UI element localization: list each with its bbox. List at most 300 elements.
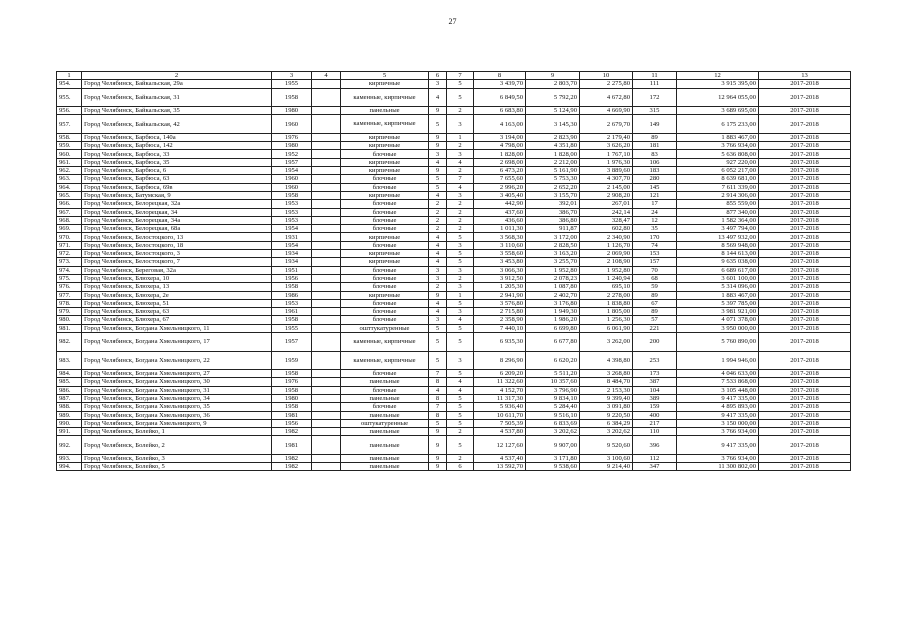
residents: 12 <box>633 216 677 224</box>
total-area: 6 473,20 <box>474 167 526 175</box>
year-built: 1931 <box>272 233 312 241</box>
table-row <box>57 191 851 199</box>
year-built: 1957 <box>272 158 312 166</box>
private-area: 695,10 <box>580 283 633 291</box>
address: Город Челябинск, Байкальская, 42 <box>82 115 272 134</box>
row-number: 980. <box>57 316 82 324</box>
year-renovated <box>312 158 341 166</box>
floors: 9 <box>429 436 447 455</box>
year-renovated <box>312 291 341 299</box>
address: Город Челябинск, Богдана Хмельницкого, 22 <box>82 351 272 370</box>
floors: 4 <box>429 233 447 241</box>
row-number: 967. <box>57 208 82 216</box>
cost: 8 144 613,00 <box>677 250 759 258</box>
wall-material: кирпичные <box>341 291 429 299</box>
column-header: 2 <box>82 72 272 80</box>
address: Город Челябинск, Белостоцкого, 7 <box>82 258 272 266</box>
residents: 217 <box>633 419 677 427</box>
row-number: 970. <box>57 233 82 241</box>
entrances: 3 <box>447 283 474 291</box>
wall-material: панельные <box>341 463 429 471</box>
cost: 5 314 096,00 <box>677 283 759 291</box>
table-row <box>57 225 851 233</box>
column-header: 13 <box>759 72 851 80</box>
floors: 5 <box>429 419 447 427</box>
wall-material: панельные <box>341 428 429 436</box>
floors: 4 <box>429 191 447 199</box>
row-number: 984. <box>57 370 82 378</box>
cost: 3 105 448,00 <box>677 386 759 394</box>
residential-area: 5 161,90 <box>526 167 580 175</box>
row-number: 972. <box>57 250 82 258</box>
floors: 4 <box>429 386 447 394</box>
year-renovated <box>312 394 341 402</box>
table-row <box>57 403 851 411</box>
cost: 9 635 038,00 <box>677 258 759 266</box>
year-built: 1955 <box>272 80 312 88</box>
total-area: 11 322,60 <box>474 378 526 386</box>
period: 2017-2018 <box>759 333 851 352</box>
row-number: 965. <box>57 191 82 199</box>
residential-area: 2 078,23 <box>526 274 580 282</box>
private-area: 3 268,80 <box>580 370 633 378</box>
row-number: 968. <box>57 216 82 224</box>
wall-material: каменные, кирпичные <box>341 351 429 370</box>
entrances: 2 <box>447 225 474 233</box>
address: Город Челябинск, Богдана Хмельницкого, 9 <box>82 419 272 427</box>
period: 2017-2018 <box>759 370 851 378</box>
table-row <box>57 158 851 166</box>
wall-material: блочные <box>341 183 429 191</box>
address: Город Челябинск, Белорецкая, 32а <box>82 200 272 208</box>
row-number: 963. <box>57 175 82 183</box>
column-number-row <box>57 72 851 80</box>
total-area: 13 592,70 <box>474 463 526 471</box>
address: Город Челябинск, Белостоцкого, 3 <box>82 250 272 258</box>
year-built: 1982 <box>272 428 312 436</box>
floors: 3 <box>429 266 447 274</box>
wall-material: блочные <box>341 225 429 233</box>
total-area: 6 209,20 <box>474 370 526 378</box>
period: 2017-2018 <box>759 324 851 332</box>
private-area: 328,47 <box>580 216 633 224</box>
total-area: 3 558,60 <box>474 250 526 258</box>
residents: 68 <box>633 274 677 282</box>
entrances: 5 <box>447 299 474 307</box>
total-area: 4 163,00 <box>474 115 526 134</box>
total-area: 2 715,80 <box>474 308 526 316</box>
residents: 159 <box>633 403 677 411</box>
row-number: 993. <box>57 454 82 462</box>
residential-area: 3 255,70 <box>526 258 580 266</box>
residents: 181 <box>633 142 677 150</box>
period: 2017-2018 <box>759 142 851 150</box>
table-body <box>57 80 851 471</box>
residents: 89 <box>633 291 677 299</box>
residential-area: 10 357,60 <box>526 378 580 386</box>
private-area: 1 952,80 <box>580 266 633 274</box>
year-built: 1954 <box>272 167 312 175</box>
period: 2017-2018 <box>759 351 851 370</box>
residential-area: 3 163,20 <box>526 250 580 258</box>
cost: 4 046 633,00 <box>677 370 759 378</box>
total-area: 3 439,70 <box>474 80 526 88</box>
period: 2017-2018 <box>759 436 851 455</box>
entrances: 4 <box>447 386 474 394</box>
year-built: 1956 <box>272 419 312 427</box>
floors: 3 <box>429 80 447 88</box>
column-header: 5 <box>341 72 429 80</box>
year-built: 1955 <box>272 324 312 332</box>
private-area: 3 100,60 <box>580 454 633 462</box>
year-built: 1958 <box>272 316 312 324</box>
residents: 89 <box>633 308 677 316</box>
period: 2017-2018 <box>759 233 851 241</box>
row-number: 994. <box>57 463 82 471</box>
column-header: 8 <box>474 72 526 80</box>
cost: 4 895 893,00 <box>677 403 759 411</box>
table-row <box>57 167 851 175</box>
year-built: 1959 <box>272 351 312 370</box>
floors: 5 <box>429 333 447 352</box>
year-built: 1953 <box>272 299 312 307</box>
column-header: 12 <box>677 72 759 80</box>
wall-material: блочные <box>341 403 429 411</box>
total-area: 3 576,80 <box>474 299 526 307</box>
year-renovated <box>312 403 341 411</box>
table-row <box>57 80 851 88</box>
residents: 59 <box>633 283 677 291</box>
floors: 8 <box>429 411 447 419</box>
residential-area: 911,87 <box>526 225 580 233</box>
total-area: 4 537,40 <box>474 454 526 462</box>
wall-material: каменные, кирпичные <box>341 115 429 134</box>
year-built: 1957 <box>272 333 312 352</box>
wall-material: панельные <box>341 107 429 115</box>
floors: 5 <box>429 175 447 183</box>
table-row <box>57 428 851 436</box>
residents: 149 <box>633 115 677 134</box>
floors: 2 <box>429 283 447 291</box>
private-area: 6 061,90 <box>580 324 633 332</box>
residents: 200 <box>633 333 677 352</box>
address: Город Челябинск, Богдана Хмельницкого, 17 <box>82 333 272 352</box>
year-renovated <box>312 463 341 471</box>
residents: 280 <box>633 175 677 183</box>
total-area: 442,90 <box>474 200 526 208</box>
row-number: 990. <box>57 419 82 427</box>
row-number: 962. <box>57 167 82 175</box>
period: 2017-2018 <box>759 274 851 282</box>
period: 2017-2018 <box>759 283 851 291</box>
total-area: 4 537,80 <box>474 428 526 436</box>
floors: 4 <box>429 88 447 107</box>
entrances: 1 <box>447 133 474 141</box>
residential-area: 392,01 <box>526 200 580 208</box>
total-area: 7 440,10 <box>474 324 526 332</box>
total-area: 437,60 <box>474 208 526 216</box>
private-area: 2 153,30 <box>580 386 633 394</box>
residential-area: 6 677,80 <box>526 333 580 352</box>
total-area: 3 110,60 <box>474 241 526 249</box>
private-area: 4 307,70 <box>580 175 633 183</box>
year-built: 1951 <box>272 266 312 274</box>
year-renovated <box>312 428 341 436</box>
address: Город Челябинск, Барбюса, 142 <box>82 142 272 150</box>
year-renovated <box>312 191 341 199</box>
row-number: 971. <box>57 241 82 249</box>
private-area: 1 976,30 <box>580 158 633 166</box>
residents: 396 <box>633 436 677 455</box>
year-built: 1934 <box>272 250 312 258</box>
year-built: 1980 <box>272 394 312 402</box>
residents: 172 <box>633 88 677 107</box>
entrances: 6 <box>447 463 474 471</box>
floors: 2 <box>429 225 447 233</box>
entrances: 5 <box>447 233 474 241</box>
total-area: 4 152,70 <box>474 386 526 394</box>
entrances: 5 <box>447 411 474 419</box>
cost: 3 689 695,00 <box>677 107 759 115</box>
wall-material: панельные <box>341 436 429 455</box>
total-area: 2 996,20 <box>474 183 526 191</box>
residents: 24 <box>633 208 677 216</box>
total-area: 11 317,30 <box>474 394 526 402</box>
period: 2017-2018 <box>759 419 851 427</box>
year-renovated <box>312 150 341 158</box>
year-renovated <box>312 316 341 324</box>
wall-material: кирпичные <box>341 80 429 88</box>
entrances: 2 <box>447 454 474 462</box>
entrances: 2 <box>447 107 474 115</box>
period: 2017-2018 <box>759 454 851 462</box>
entrances: 5 <box>447 403 474 411</box>
cost: 3 766 934,00 <box>677 428 759 436</box>
year-built: 1953 <box>272 208 312 216</box>
year-built: 1982 <box>272 454 312 462</box>
year-built: 1952 <box>272 150 312 158</box>
entrances: 3 <box>447 150 474 158</box>
cost: 927 220,00 <box>677 158 759 166</box>
total-area: 3 405,40 <box>474 191 526 199</box>
entrances: 4 <box>447 378 474 386</box>
residential-area: 386,70 <box>526 208 580 216</box>
address: Город Челябинск, Белостоцкого, 13 <box>82 233 272 241</box>
residential-area: 4 351,80 <box>526 142 580 150</box>
floors: 4 <box>429 158 447 166</box>
table-row <box>57 88 851 107</box>
year-renovated <box>312 208 341 216</box>
row-number: 983. <box>57 351 82 370</box>
entrances: 5 <box>447 394 474 402</box>
floors: 4 <box>429 250 447 258</box>
year-built: 1980 <box>272 142 312 150</box>
address: Город Челябинск, Богдана Хмельницкого, 30 <box>82 378 272 386</box>
row-number: 960. <box>57 150 82 158</box>
row-number: 966. <box>57 200 82 208</box>
floors: 4 <box>429 299 447 307</box>
floors: 9 <box>429 291 447 299</box>
residential-area: 5 511,20 <box>526 370 580 378</box>
address: Город Челябинск, Барбюса, 33 <box>82 150 272 158</box>
address: Город Челябинск, Байкальская, 31 <box>82 88 272 107</box>
year-built: 1958 <box>272 191 312 199</box>
wall-material: блочные <box>341 208 429 216</box>
period: 2017-2018 <box>759 394 851 402</box>
residents: 67 <box>633 299 677 307</box>
private-area: 9 520,60 <box>580 436 633 455</box>
column-header: 1 <box>57 72 82 80</box>
total-area: 12 127,60 <box>474 436 526 455</box>
year-renovated <box>312 175 341 183</box>
floors: 5 <box>429 115 447 134</box>
entrances: 4 <box>447 316 474 324</box>
floors: 9 <box>429 133 447 141</box>
cost: 3 150 000,00 <box>677 419 759 427</box>
column-header: 9 <box>526 72 580 80</box>
wall-material: блочные <box>341 200 429 208</box>
table-row <box>57 386 851 394</box>
private-area: 1 767,10 <box>580 150 633 158</box>
row-number: 988. <box>57 403 82 411</box>
year-built: 1953 <box>272 216 312 224</box>
row-number: 954. <box>57 80 82 88</box>
residential-area: 3 796,90 <box>526 386 580 394</box>
entrances: 5 <box>447 258 474 266</box>
year-built: 1980 <box>272 107 312 115</box>
address: Город Челябинск, Батумская, 9 <box>82 191 272 199</box>
year-built: 1981 <box>272 436 312 455</box>
floors: 5 <box>429 324 447 332</box>
floors: 9 <box>429 428 447 436</box>
floors: 2 <box>429 216 447 224</box>
total-area: 8 296,90 <box>474 351 526 370</box>
residential-area: 5 284,40 <box>526 403 580 411</box>
cost: 9 417 335,00 <box>677 436 759 455</box>
address: Город Челябинск, Белостоцкого, 18 <box>82 241 272 249</box>
period: 2017-2018 <box>759 225 851 233</box>
year-renovated <box>312 370 341 378</box>
residential-area: 3 202,62 <box>526 428 580 436</box>
residential-area: 6 620,20 <box>526 351 580 370</box>
residents: 221 <box>633 324 677 332</box>
period: 2017-2018 <box>759 428 851 436</box>
floors: 8 <box>429 394 447 402</box>
period: 2017-2018 <box>759 183 851 191</box>
private-area: 3 091,80 <box>580 403 633 411</box>
row-number: 989. <box>57 411 82 419</box>
year-renovated <box>312 107 341 115</box>
total-area: 3 912,50 <box>474 274 526 282</box>
floors: 8 <box>429 378 447 386</box>
residents: 104 <box>633 386 677 394</box>
column-header: 3 <box>272 72 312 80</box>
period: 2017-2018 <box>759 386 851 394</box>
year-renovated <box>312 142 341 150</box>
year-renovated <box>312 299 341 307</box>
wall-material: панельные <box>341 454 429 462</box>
year-renovated <box>312 200 341 208</box>
residential-area: 9 834,10 <box>526 394 580 402</box>
total-area: 1 205,30 <box>474 283 526 291</box>
cost: 3 915 395,00 <box>677 80 759 88</box>
entrances: 2 <box>447 216 474 224</box>
wall-material: блочные <box>341 216 429 224</box>
residential-area: 9 538,60 <box>526 463 580 471</box>
wall-material: кирпичные <box>341 233 429 241</box>
address: Город Челябинск, Богдана Хмельницкого, 11 <box>82 324 272 332</box>
period: 2017-2018 <box>759 216 851 224</box>
cost: 3 981 921,00 <box>677 308 759 316</box>
row-number: 979. <box>57 308 82 316</box>
private-area: 242,14 <box>580 208 633 216</box>
private-area: 3 626,20 <box>580 142 633 150</box>
wall-material: кирпичные <box>341 158 429 166</box>
private-area: 4 669,90 <box>580 107 633 115</box>
wall-material: блочные <box>341 283 429 291</box>
cost: 7 611 339,00 <box>677 183 759 191</box>
entrances: 4 <box>447 183 474 191</box>
column-header: 10 <box>580 72 633 80</box>
residential-area: 3 171,80 <box>526 454 580 462</box>
residents: 57 <box>633 316 677 324</box>
year-renovated <box>312 241 341 249</box>
residential-area: 5 124,90 <box>526 107 580 115</box>
floors: 9 <box>429 107 447 115</box>
wall-material: блочные <box>341 266 429 274</box>
period: 2017-2018 <box>759 299 851 307</box>
address: Город Челябинск, Блюхера, 10 <box>82 274 272 282</box>
address: Город Челябинск, Богдана Хмельницкого, 31 <box>82 386 272 394</box>
cost: 855 559,00 <box>677 200 759 208</box>
residents: 315 <box>633 107 677 115</box>
table-row <box>57 133 851 141</box>
housing-register-table <box>56 71 851 471</box>
residents: 183 <box>633 167 677 175</box>
table-row <box>57 308 851 316</box>
residents: 389 <box>633 394 677 402</box>
column-header: 7 <box>447 72 474 80</box>
residents: 17 <box>633 200 677 208</box>
year-renovated <box>312 436 341 455</box>
private-area: 3 262,00 <box>580 333 633 352</box>
year-built: 1961 <box>272 308 312 316</box>
year-renovated <box>312 250 341 258</box>
year-built: 1982 <box>272 463 312 471</box>
wall-material: кирпичные <box>341 258 429 266</box>
table-row <box>57 283 851 291</box>
table-row <box>57 107 851 115</box>
cost: 3 766 934,00 <box>677 454 759 462</box>
table-row <box>57 241 851 249</box>
cost: 13 497 932,00 <box>677 233 759 241</box>
private-area: 2 908,20 <box>580 191 633 199</box>
cost: 1 883 467,00 <box>677 291 759 299</box>
table-row <box>57 250 851 258</box>
table-row <box>57 150 851 158</box>
wall-material: блочные <box>341 386 429 394</box>
residential-area: 2 828,50 <box>526 241 580 249</box>
row-number: 976. <box>57 283 82 291</box>
address: Город Челябинск, Барбюса, 35 <box>82 158 272 166</box>
column-header: 4 <box>312 72 341 80</box>
cost: 3 766 934,00 <box>677 142 759 150</box>
residential-area: 1 087,80 <box>526 283 580 291</box>
wall-material: блочные <box>341 316 429 324</box>
wall-material: каменные, кирпичные <box>341 333 429 352</box>
table-row <box>57 463 851 471</box>
cost: 6 689 617,00 <box>677 266 759 274</box>
